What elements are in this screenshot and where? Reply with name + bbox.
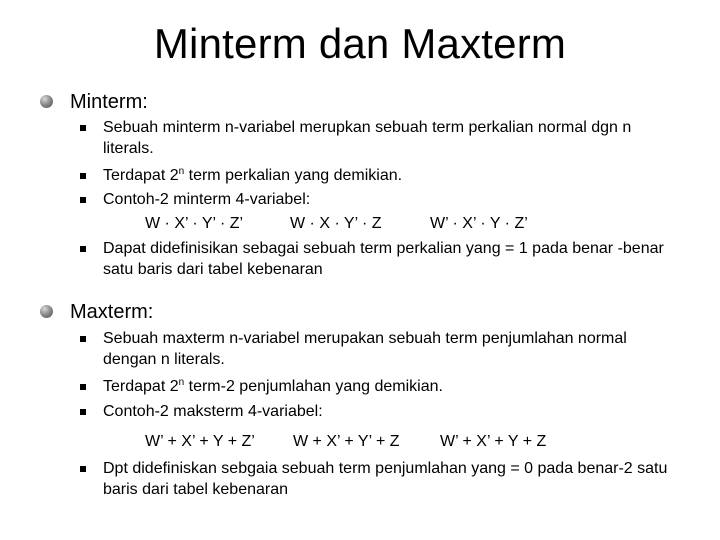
minterm-item-4-text: Dapat didefinisikan sebagai sebuah term perkalian yang = 1 pada benar -benar satu baris dari tabel kebenaran <box>103 240 664 278</box>
minterm-item-1-text: Sebuah minterm n-variabel merupkan sebuah term perkalian normal dgn n literals. <box>103 119 632 157</box>
slide-title: Minterm dan Maxterm <box>153 20 567 67</box>
gray-sphere-bullet-icon <box>40 95 53 108</box>
minterm-example-1: W · X’ · Y’ · Z’ <box>145 215 244 232</box>
square-bullet-icon <box>80 246 86 252</box>
square-bullet-icon <box>80 197 86 203</box>
maxterm-item-2-text: Terdapat 2$^n$ term-2 penjumlahan yang demikian. <box>103 377 443 395</box>
maxterm-item-3-text: Contoh-2 maksterm 4-variabel: <box>103 403 323 420</box>
square-bullet-icon <box>80 336 86 342</box>
square-bullet-icon <box>80 173 86 179</box>
minterm-heading-label: Minterm: <box>70 91 148 113</box>
maxterm-example-1: W’ + X’ + Y + Z’ <box>145 433 255 450</box>
square-bullet-icon <box>80 125 86 131</box>
superscript-n: n <box>178 166 185 177</box>
maxterm-item-4-text: Dpt didefiniskan sebgaia sebuah term penjumlahan yang = 0 pada benar-2 satu baris dari tabel kebenaran <box>103 460 668 498</box>
gray-sphere-bullet-icon <box>40 305 53 318</box>
square-bullet-icon <box>80 384 86 390</box>
superscript-n: n <box>178 377 185 388</box>
square-bullet-icon <box>80 409 86 415</box>
maxterm-example-2: W + X’ + Y’ + Z <box>293 433 400 450</box>
maxterm-heading-label: Maxterm: <box>70 301 154 323</box>
minterm-item-3-text: Contoh-2 minterm 4-variabel: <box>103 191 311 208</box>
minterm-example-3: W’ · X’ · Y · Z’ <box>430 215 528 232</box>
minterm-example-2: W · X · Y’ · Z <box>290 215 382 232</box>
minterm-item-2-text: Terdapat 2$^n$ term perkalian yang demikian. <box>103 166 403 184</box>
maxterm-example-3: W’ + X’ + Y + Z <box>440 433 547 450</box>
square-bullet-icon <box>80 466 86 472</box>
maxterm-item-1-text: Sebuah maxterm n-variabel merupakan sebuah term penjumlahan normal dengan n literals. <box>103 330 627 368</box>
